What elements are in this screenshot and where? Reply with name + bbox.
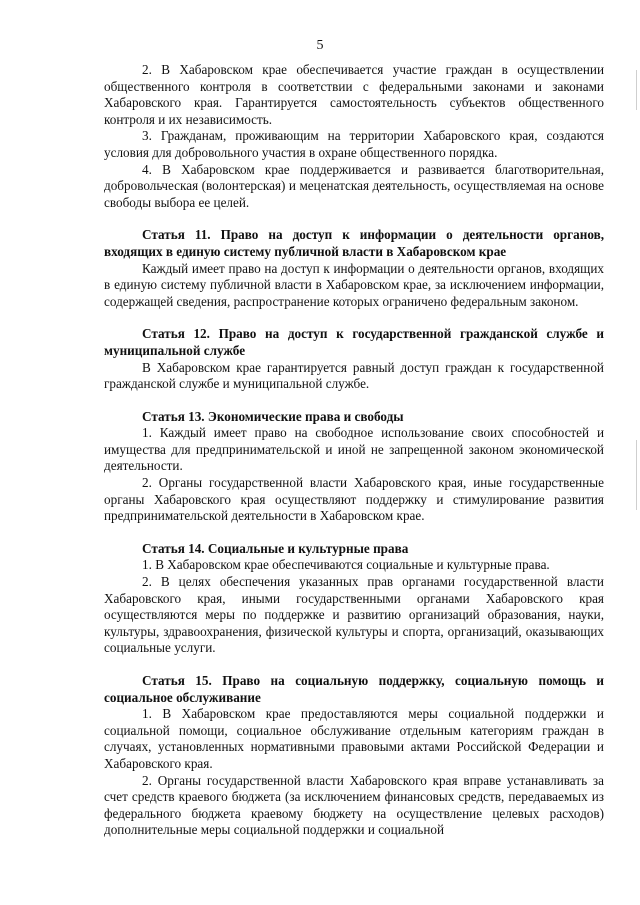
paragraph: 1. В Хабаровском крае обеспечиваются социальные и культурные права.: [142, 557, 550, 573]
article-heading: Статья 12. Право на доступ к государственной гражданской службе и муниципальной службе: [104, 326, 604, 358]
scan-edge-mark: [636, 70, 637, 110]
article-heading: Статья 13. Экономические права и свободы: [142, 408, 404, 424]
paragraph: 2. Органы государственной власти Хабаровского края, иные государственные органы Хабаровского края осуществляют поддержку и стимулирование развития предпринимательской деятельности в Хабаровском крае.: [104, 475, 604, 524]
paragraph: 2. В Хабаровском крае обеспечивается участие граждан в осуществлении общественного контроля в соответствии с федеральными законами и законами Хабаровского края. Гарантируется самостоятельность субъектов общественного контроля и их независимость.: [104, 62, 604, 127]
article-heading: Статья 15. Право на социальную поддержку, социальную помощь и социальное обслуживание: [104, 673, 604, 705]
paragraph: 2. Органы государственной власти Хабаровского края вправе устанавливать за счет средств краевого бюджета (за исключением финансовых средств, передаваемых из федерального бюджета краевому бюджету на осуществление целевых расходов) дополнительные меры социальной поддержки и социальной: [104, 772, 604, 838]
article-heading: Статья 14. Социальные и культурные права: [142, 540, 409, 556]
document-body: [104, 62, 604, 839]
paragraph: 1. Каждый имеет право на свободное использование своих способностей и имущества для предпринимательской и иной не запрещенной законом экономической деятельности.: [104, 425, 604, 474]
scan-edge-mark: [636, 440, 637, 510]
article-15: [104, 673, 604, 839]
paragraph: Каждый имеет право на доступ к информации о деятельности органов, входящих в единую систему публичной власти в Хабаровском крае, за исключением информации, содержащей сведения, распространение которых ограничено федеральным законом.: [104, 260, 604, 309]
paragraph: В Хабаровском крае гарантируется равный доступ граждан к государственной гражданской службе и муниципальной службе.: [104, 359, 604, 392]
article-13: [104, 409, 604, 525]
article-heading: Статья 11. Право на доступ к информации о деятельности органов, входящих в единую систему публичной власти в Хабаровском крае: [104, 227, 604, 259]
paragraph: 2. В целях обеспечения указанных прав органами государственной власти Хабаровского края, иными государственными органами Хабаровского края осуществляются меры по поддержке и развитию организаций образования, науки, культуры, здравоохранения, физической культуры и спорта, организаций, оказывающих социальные услуги.: [104, 574, 604, 656]
paragraph: 1. В Хабаровском крае предоставляются меры социальной поддержки и социальной помощи, социальное обслуживание отдельным категориям граждан в случаях, установленных нормативными правовыми актами Российской Федерации и Хабаровского края.: [104, 706, 604, 771]
paragraph: 4. В Хабаровском крае поддерживается и развивается благотворительная, добровольческая (волонтерская) и меценатская деятельность, осуществляемая на основе свободы выбора ее целей.: [104, 161, 604, 210]
article-14: [104, 541, 604, 657]
page-number: 5: [316, 38, 324, 53]
article-11: [104, 227, 604, 310]
paragraph: 3. Гражданам, проживающим на территории Хабаровского края, создаются условия для добровольного участия в охране общественного порядка.: [104, 128, 604, 160]
article-12: [104, 326, 604, 392]
